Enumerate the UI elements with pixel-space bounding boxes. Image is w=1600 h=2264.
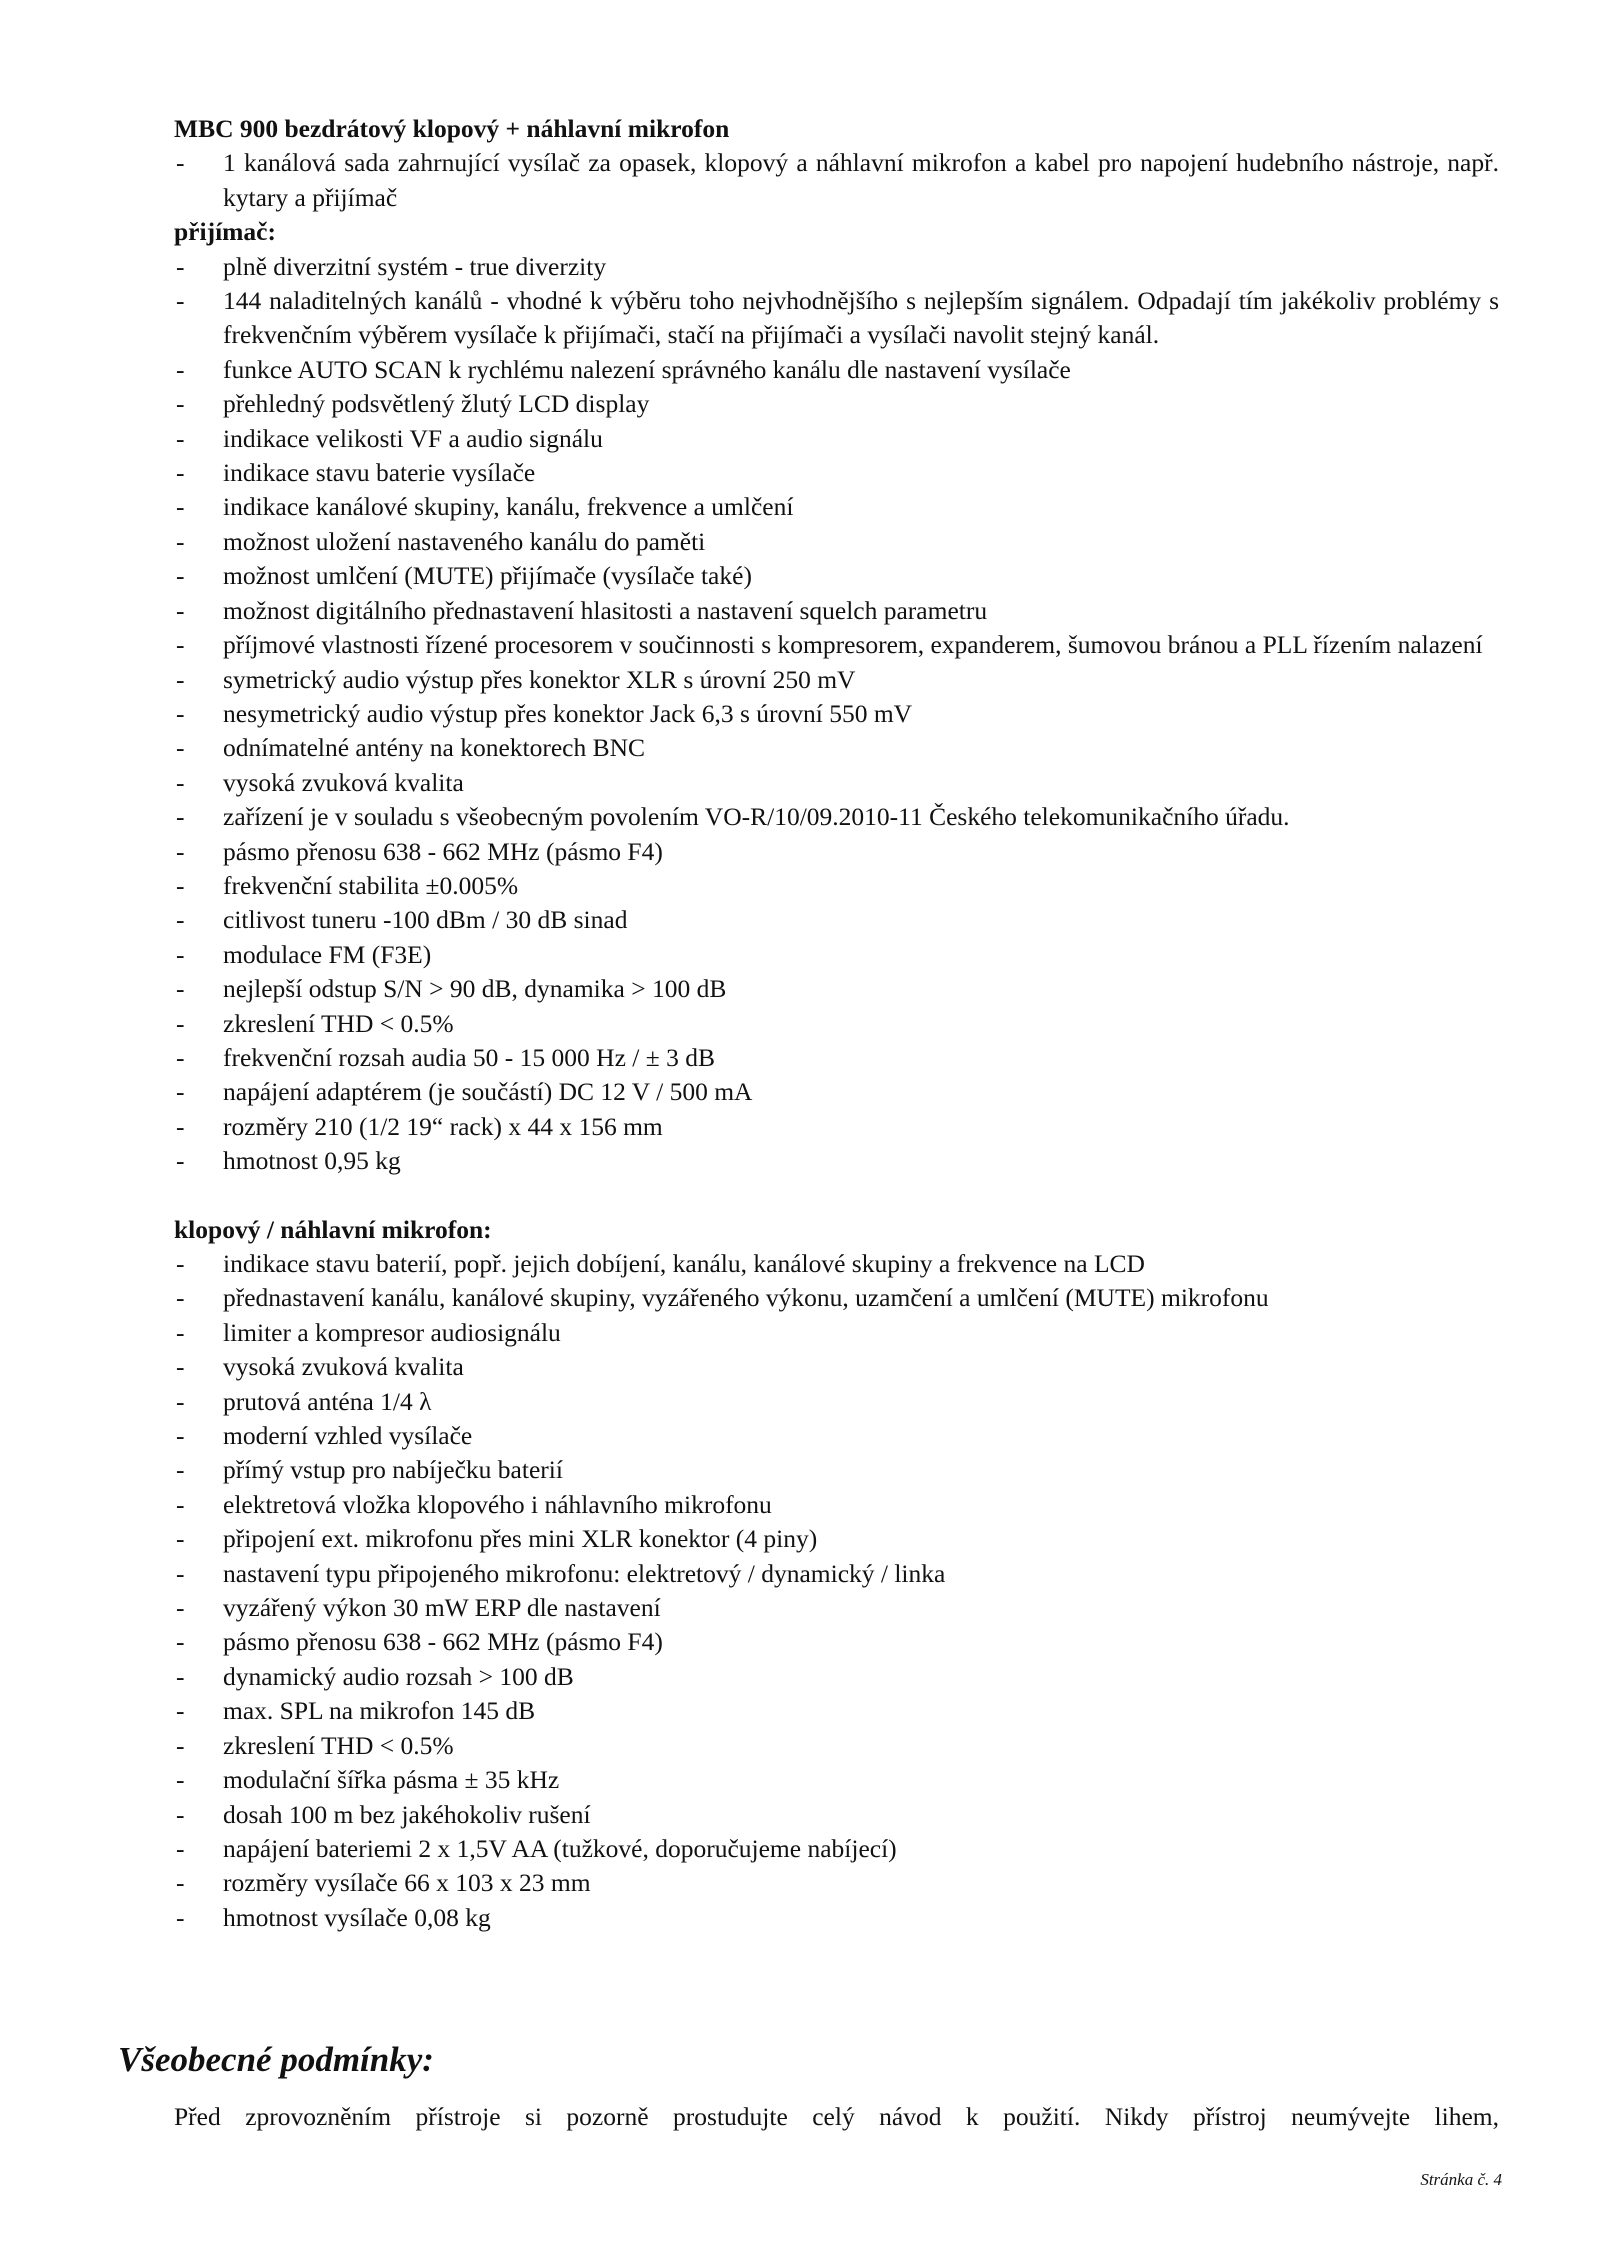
list-item-text: indikace kanálové skupiny, kanálu, frekvence a umlčení [223,492,794,522]
bullet-dash: - [176,1593,185,1623]
list-item-text: zkreslení THD < 0.5% [223,1008,454,1038]
bullet-dash: - [176,1765,185,1795]
list-item [174,146,1499,215]
list-item [174,1281,1499,1315]
list-item [174,456,1499,490]
list-item [174,490,1499,524]
list-item-text: zařízení je v souladu s všeobecným povolením VO-R/10/09.2010-11 Českého telekomunikačního úřadu. [223,802,1290,832]
bullet-dash: - [176,1627,185,1657]
list-item [174,422,1499,456]
list-item-text: pásmo přenosu 638 - 662 MHz (pásmo F4) [223,836,663,866]
list-item [174,869,1499,903]
list-item [174,903,1499,937]
list-item [174,1247,1499,1281]
bullet-dash: - [176,354,185,384]
list-item [174,1350,1499,1384]
list-item-text: symetrický audio výstup přes konektor XLR s úrovní 250 mV [223,664,856,694]
bullet-dash: - [176,870,185,900]
list-item [174,1075,1499,1109]
list-item [174,594,1499,628]
list-item-text: příjmové vlastnosti řízené procesorem v součinnosti s kompresorem, expanderem, šumovou bránou a PLL řízením nalazení [223,630,1483,660]
list-item-text: dynamický audio rozsah > 100 dB [223,1661,574,1691]
bullet-dash: - [176,1696,185,1726]
receiver-spec-list [174,250,1499,1179]
bullet-dash: - [176,733,185,763]
bullet-dash: - [176,802,185,832]
list-item-text: nesymetrický audio výstup přes konektor Jack 6,3 s úrovní 550 mV [223,698,913,728]
list-item [174,1007,1499,1041]
list-item-text: plně diverzitní systém - true diverzity [223,251,607,281]
bullet-dash: - [176,1352,185,1382]
bullet-dash: - [176,1146,185,1176]
bullet-dash: - [176,1249,185,1278]
list-item-text: nejlepší odstup S/N > 90 dB, dynamika > 100 dB [223,974,727,1004]
bullet-dash: - [176,492,185,522]
bullet-dash: - [176,939,185,969]
list-item-text: nastavení typu připojeného mikrofonu: elektretový / dynamický / linka [223,1558,946,1588]
list-item-text: možnost uložení nastaveného kanálu do paměti [223,526,706,556]
bullet-dash: - [176,595,185,625]
bullet-dash: - [176,1799,185,1829]
list-item-text: přednastavení kanálu, kanálové skupiny, vyzářeného výkonu, uzamčení a umlčení (MUTE) mikrofonu [223,1283,1269,1313]
set-list [174,146,1499,215]
list-item-text: napájení adaptérem (je součástí) DC 12 V / 500 mA [223,1077,753,1107]
bullet-dash: - [176,1661,185,1691]
list-item-text: připojení ext. mikrofonu přes mini XLR konektor (4 piny) [223,1524,818,1554]
list-item [174,1385,1499,1419]
list-item [174,525,1499,559]
list-item-text: napájení bateriemi 2 x 1,5V AA (tužkové, doporučujeme nabíjecí) [223,1833,897,1863]
list-item-text: moderní vzhled vysílače [223,1421,473,1451]
list-item [174,1660,1499,1694]
list-item-text: indikace stavu baterie vysílače [223,458,536,488]
bullet-dash: - [176,630,185,660]
bullet-dash: - [176,561,185,591]
bullet-dash: - [176,148,185,178]
bullet-dash: - [176,286,185,316]
list-item-text: hmotnost vysílače 0,08 kg [223,1902,491,1932]
bullet-dash: - [176,1111,185,1141]
bullet-dash: - [176,1386,185,1416]
list-item [174,1866,1499,1900]
list-item-text: vyzářený výkon 30 mW ERP dle nastavení [223,1593,661,1623]
list-item-text: zkreslení THD < 0.5% [223,1730,454,1760]
list-item [174,559,1499,593]
list-item-text: přímý vstup pro nabíječku baterií [223,1455,563,1485]
bullet-dash: - [176,389,185,419]
bullet-dash: - [176,1421,185,1451]
list-item-text: 144 naladitelných kanálů - vhodné k výběru toho nejvhodnějšího s nejlepším signálem. Odpadají tím jakékoliv problémy s frekvenčním výběrem vysílače k přijímači, stačí na přijímači a vysílači navolit stejný kanál. [223,286,1499,350]
list-item-text: max. SPL na mikrofon 145 dB [223,1696,536,1726]
list-item-text: možnost umlčení (MUTE) přijímače (vysílače také) [223,561,752,591]
list-item [174,1694,1499,1728]
bullet-dash: - [176,1008,185,1038]
list-item-text: vysoká zvuková kvalita [223,1352,464,1382]
bullet-dash: - [176,1283,185,1313]
bullet-dash: - [176,1524,185,1554]
bullet-dash: - [176,423,185,453]
list-item-text: rozměry 210 (1/2 19“ rack) x 44 x 156 mm [223,1111,663,1141]
bullet-dash: - [176,836,185,866]
list-item-text: hmotnost 0,95 kg [223,1146,401,1176]
bullet-dash: - [176,1317,185,1347]
list-item [174,1557,1499,1591]
bullet-dash: - [176,458,185,488]
bullet-dash: - [176,974,185,1004]
bullet-dash: - [176,905,185,935]
list-item-text: dosah 100 m bez jakéhokoliv rušení [223,1799,591,1829]
list-item [174,938,1499,972]
list-item [174,1832,1499,1866]
list-item [174,1522,1499,1556]
general-conditions-text: Před zprovozněním přístroje si pozorně prostudujte celý návod k použití. Nikdy přístroj neumývejte lihem, [174,2102,1499,2131]
list-item [174,1901,1499,1935]
bullet-dash: - [176,767,185,797]
page-number: Stránka č. 4 [1420,2170,1502,2189]
list-item-text: funkce AUTO SCAN k rychlému nalezení správného kanálu dle nastavení vysílače [223,354,1071,384]
bullet-dash: - [176,526,185,556]
list-item [174,1591,1499,1625]
list-item-text: indikace stavu baterií, popř. jejich dobíjení, kanálu, kanálové skupiny a frekvence na LCD [223,1249,1145,1278]
list-item [174,1419,1499,1453]
product-title: MBC 900 bezdrátový klopový + náhlavní mikrofon [174,114,730,143]
list-item-text: elektretová vložka klopového i náhlavního mikrofonu [223,1489,772,1519]
list-item [174,766,1499,800]
list-item-text: prutová anténa 1/4 λ [223,1386,432,1416]
microphone-heading: klopový / náhlavní mikrofon: [174,1214,492,1244]
spec-content [174,112,1499,1935]
list-item [174,387,1499,421]
list-item-text: 1 kanálová sada zahrnující vysílač za opasek, klopový a náhlavní mikrofon a kabel pro napojení hudebního nástroje, např. kytary a přijímač [223,148,1499,212]
bullet-dash: - [176,1558,185,1588]
list-item [174,1316,1499,1350]
list-item [174,1763,1499,1797]
list-item [174,731,1499,765]
list-item [174,972,1499,1006]
list-item [174,628,1499,662]
bullet-dash: - [176,1730,185,1760]
list-item-text: pásmo přenosu 638 - 662 MHz (pásmo F4) [223,1627,663,1657]
list-item-text: rozměry vysílače 66 x 103 x 23 mm [223,1868,591,1898]
list-item-text: vysoká zvuková kvalita [223,767,464,797]
list-item [174,1488,1499,1522]
list-item-text: indikace velikosti VF a audio signálu [223,423,603,453]
bullet-dash: - [176,1489,185,1519]
list-item [174,663,1499,697]
list-item [174,697,1499,731]
bullet-dash: - [176,251,185,281]
bullet-dash: - [176,1868,185,1898]
general-conditions-heading: Všeobecné podmínky: [118,2040,434,2079]
list-item [174,1110,1499,1144]
list-item-text: frekvenční rozsah audia 50 - 15 000 Hz / ± 3 dB [223,1042,715,1072]
microphone-spec-list [174,1247,1499,1935]
list-item [174,1625,1499,1659]
bullet-dash: - [176,1902,185,1932]
list-item [174,1144,1499,1178]
list-item [174,1798,1499,1832]
list-item-text: modulace FM (F3E) [223,939,432,969]
bullet-dash: - [176,1042,185,1072]
list-item [174,284,1499,353]
list-item [174,1453,1499,1487]
list-item-text: modulační šířka pásma ± 35 kHz [223,1765,560,1795]
list-item-text: limiter a kompresor audiosignálu [223,1317,561,1347]
bullet-dash: - [176,698,185,728]
bullet-dash: - [176,1455,185,1485]
list-item [174,1729,1499,1763]
list-item-text: možnost digitálního přednastavení hlasitosti a nastavení squelch parametru [223,595,988,625]
list-item-text: přehledný podsvětlený žlutý LCD display [223,389,650,419]
receiver-heading: přijímač: [174,217,276,247]
list-item [174,1041,1499,1075]
list-item [174,835,1499,869]
bullet-dash: - [176,664,185,694]
list-item [174,353,1499,387]
section-spacer [174,1179,1499,1213]
list-item [174,800,1499,834]
bullet-dash: - [176,1077,185,1107]
list-item-text: citlivost tuneru -100 dBm / 30 dB sinad [223,905,628,935]
list-item-text: frekvenční stabilita ±0.005% [223,870,519,900]
list-item [174,250,1499,284]
list-item-text: odnímatelné antény na konektorech BNC [223,733,646,763]
bullet-dash: - [176,1833,185,1863]
